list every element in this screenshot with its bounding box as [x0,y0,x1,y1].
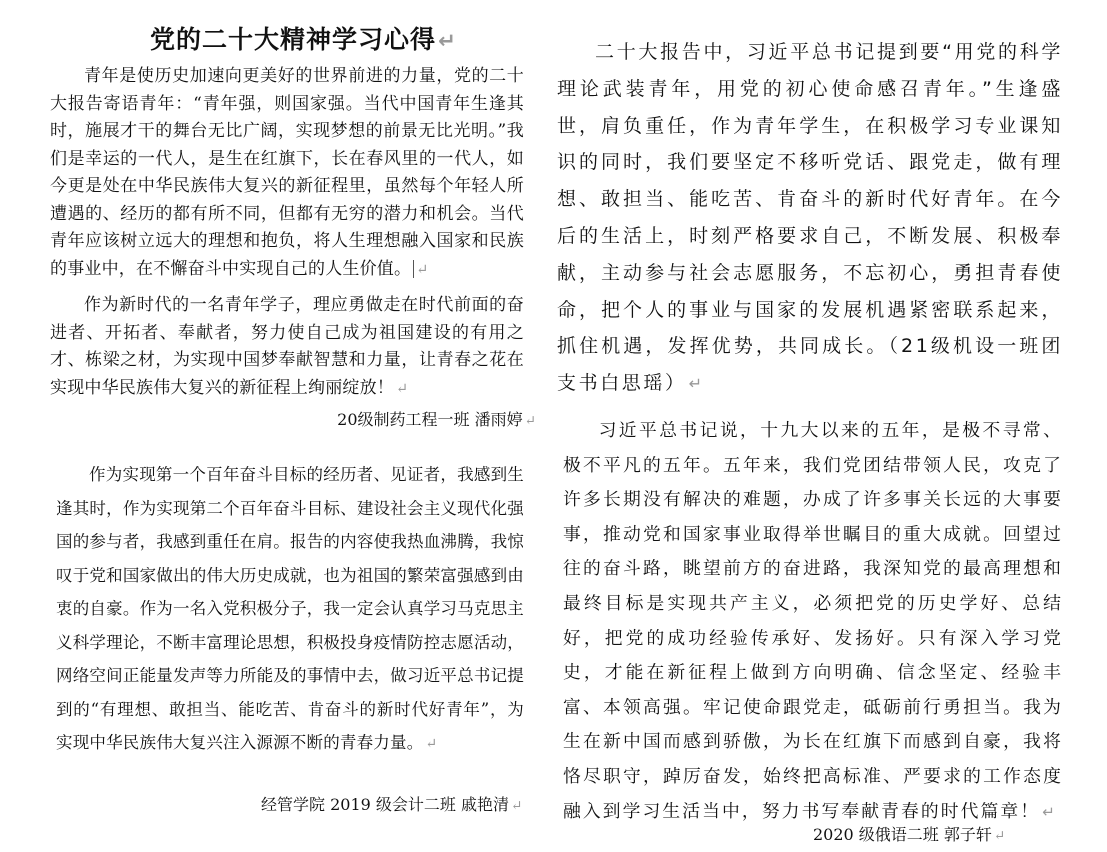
author-signature: 20级制药工程一班 潘雨婷 ↵ [337,410,536,429]
paragraph-mark-icon: ↵ [425,736,438,752]
paragraph-mark-icon: ↵ [438,29,457,54]
author-signature: 2020 级俄语二班 郭子轩 ↵ [813,825,1006,844]
essay-paragraph: 习近平总书记说，十九大以来的五年，是极不寻常、极不平凡的五年。五年来，我们党团结带领人民，攻克了许多长期没有解决的难题，办成了许多事关长远的大事要事，推动党和国家事业取得举世瞩目的重大成就。回望过往的奋斗路，眺望前方的奋进路，我深知党的最高理想和最终目标是实现共产主义，必须把党的历史学好、总结好，把党的成功经验传承好、发扬好。只有深入学习党史，才能在新征程上做到方向明确、信念坚定、经验丰富、本领高强。牢记使命跟党走，砥砺前行勇担当。我为生在新中国而感到骄傲，为长在红旗下而感到自豪，我将恪尽职守，踔厉奋发，始终把高标准、严要求的工作态度融入到学习生活当中，努力书写奉献青春的时代篇章！ ↵ [563,420,1063,822]
essay-paragraph: 二十大报告中，习近平总书记提到要“用党的科学理论武装青年，用党的初心使命感召青年。”生逢盛世，肩负重任，作为青年学生，在积极学习专业课知识的同时，我们要坚定不移听党话、跟党走，做有理想、敢担当、能吃苦、肯奋斗的新时代好青年。在今后的生活上，时刻严格要求自己，不断发展、积极奉献，主动参与社会志愿服务，不忘初心，勇担青春使命，把个人的事业与国家的发展机遇紧密联系起来，抓住机遇，发挥优势，共同成长。（21级机设一班团支书白思瑶） ↵ [557,41,1063,395]
paragraph-mark-icon: ↵ [1042,802,1057,821]
paragraph-mark-icon: ↵ [993,828,1006,844]
paragraph-mark-icon: ↵ [524,413,536,429]
essay-paragraph: 青年是使历史加速向更美好的世界前进的力量，党的二十大报告寄语青年：“青年强，则国家强。当代中国青年生逢其时，施展才干的舞台无比广阔，实现梦想的前景无比光明。”我们是幸运的一代人，是生在红旗下，长在春风里的一代人，如今更是处在中华民族伟大复兴的新征程里，虽然每个年轻人所遭遇的、经历的都有所不同，但都有无穷的潜力和机会。当代青年应该树立远大的理想和抱负，将人生理想融入国家和民族的事业中，在不懈奋斗中实现自己的人生价值。 ↵ [50,66,524,279]
text-cursor [413,260,414,278]
author-signature: 经管学院 2019 级会计二班 戚艳清 ↵ [261,795,523,814]
paragraph-mark-icon: ↵ [416,261,429,278]
document-title: 党的二十大精神学习心得↵ [150,25,457,54]
essay-paragraph: 作为实现第一个百年奋斗目标的经历者、见证者，我感到生逢其时，作为实现第二个百年奋斗目标、建设社会主义现代化强国的参与者，我感到重任在肩。报告的内容使我热血沸腾，我惊叹于党和国家做出的伟大历史成就，也为祖国的繁荣富强感到由衷的自豪。作为一名入党积极分子，我一定会认真学习马克思主义科学理论，不断丰富理论思想，积极投身疫情防控志愿活动，网络空间正能量发声等力所能及的事情中去，做习近平总书记提到的“有理想、敢担当、能吃苦、肯奋斗的新时代好青年”，为实现中华民族伟大复兴注入源源不断的青春力量。 ↵ [56,465,524,752]
essay-paragraph: 作为新时代的一名青年学子，理应勇做走在时代前面的奋进者、开拓者、奉献者，努力使自己成为祖国建设的有用之才、栋梁之材，为实现中国梦奉献智慧和力量，让青春之花在实现中华民族伟大复兴的新征程上绚丽绽放！ ↵ [50,295,524,398]
paragraph-mark-icon: ↵ [510,798,523,814]
paragraph-mark-icon: ↵ [396,380,409,397]
paragraph-mark-icon: ↵ [688,374,705,394]
